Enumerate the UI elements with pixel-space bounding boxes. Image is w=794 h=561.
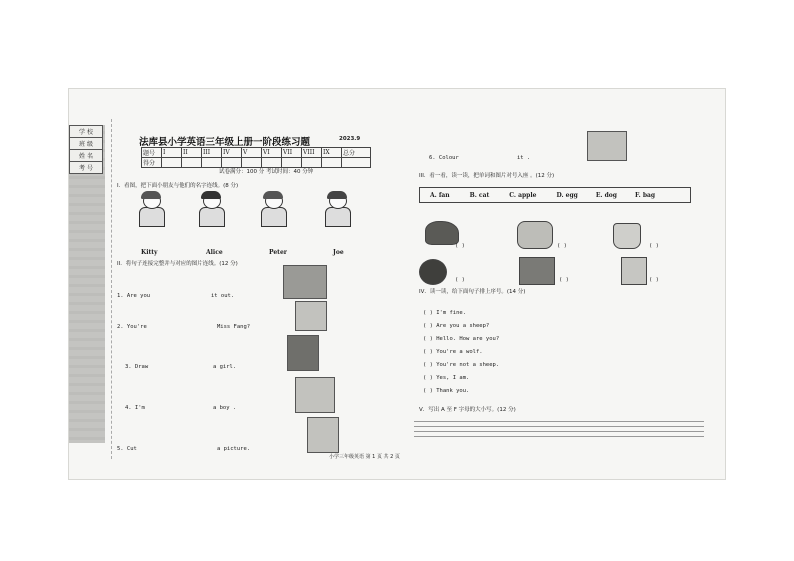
picture-bag (613, 223, 641, 249)
picture-girl-drawing (295, 301, 327, 331)
writing-line (414, 436, 704, 437)
info-name: 姓 名 (70, 150, 103, 162)
score-table (141, 147, 371, 168)
sentence-right-6: it . (517, 155, 531, 161)
section3-heading: III．看一看，读一读，把单词和图片对号入座 。(12 分) (419, 173, 555, 179)
option-fan: A. fan (430, 191, 450, 199)
option-apple: C. apple (509, 191, 537, 199)
child-picture-1 (133, 193, 169, 225)
info-class: 班 级 (70, 138, 103, 150)
exam-info: 试卷满分：100 分 考试时间：40 分钟 (219, 169, 314, 175)
exam-paper (68, 88, 726, 480)
order-item-7: ( ) Thank you. (423, 388, 470, 394)
score-header-cell: I (162, 148, 182, 158)
sentence-left-5: 5. Cut (117, 446, 137, 452)
section2-heading: II．将句子连接完整并与对应的图片连线。(12 分) (117, 261, 238, 267)
fold-line (111, 119, 113, 459)
word-options-box (419, 187, 691, 203)
option-bag: F. bag (635, 191, 656, 199)
picture-colour (587, 131, 627, 161)
sentence-right-4: a boy . (213, 405, 237, 411)
picture-colouring (307, 417, 339, 453)
score-header-cell: VII (282, 148, 302, 158)
sentence-right-5: a picture. (217, 446, 251, 452)
writing-line (414, 431, 704, 432)
picture-fan (621, 257, 647, 285)
picture-cutting (283, 265, 327, 299)
info-number: 考 号 (70, 162, 103, 174)
child-picture-4 (319, 193, 355, 225)
order-item-1: ( ) I'm fine. (423, 310, 467, 316)
page-footer: 小学三年级英语 第 1 页 共 2 页 (329, 454, 400, 460)
sentence-right-2: Miss Fang? (217, 324, 251, 330)
answer-blank-fan: ( ) (649, 277, 659, 283)
section4-heading: IV．读一读，给下面句子排上序号。(14 分) (419, 289, 526, 295)
page-title: 法库县小学英语三年级上册一阶段练习题 (139, 137, 311, 148)
sentence-left-1: 1. Are you (117, 293, 151, 299)
answer-blank-cat: ( ) (559, 277, 569, 283)
score-header-cell: III (202, 148, 222, 158)
order-item-4: ( ) You're a wolf. (423, 349, 483, 355)
answer-blank-dog: ( ) (455, 243, 465, 249)
picture-boy (295, 377, 335, 413)
score-header-cell: VIII (302, 148, 322, 158)
order-item-5: ( ) You're not a sheep. (423, 362, 500, 368)
name-kitty: Kitty (141, 249, 158, 256)
answer-blank-egg: ( ) (557, 243, 567, 249)
writing-line (414, 421, 704, 422)
sentence-left-4: 4. I'm (125, 405, 145, 411)
sentence-left-2: 2. You're (117, 324, 147, 330)
score-header-cell: II (182, 148, 202, 158)
picture-cat (519, 257, 555, 285)
answer-blank-apple: ( ) (455, 277, 465, 283)
info-school: 学 校 (70, 126, 103, 138)
child-picture-2 (193, 193, 229, 225)
sentence-left-3: 3. Draw (125, 364, 149, 370)
order-item-2: ( ) Are you a sheep? (423, 323, 490, 329)
picture-teacher (287, 335, 319, 371)
name-peter: Peter (269, 249, 287, 256)
exam-year: 2023.9 (339, 136, 361, 142)
score-header-cell: IV (222, 148, 242, 158)
picture-egg (517, 221, 553, 249)
option-cat: B. cat (469, 191, 490, 199)
student-info-table (69, 125, 103, 174)
writing-line (414, 426, 704, 427)
score-header-cell: V (242, 148, 262, 158)
section5-heading: V．写出 A 至 F 字母的大小写。(12 分) (419, 407, 516, 413)
sentence-left-6: 6. Colour (429, 155, 459, 161)
name-joe: Joe (333, 249, 344, 256)
score-header-cell: VI (262, 148, 282, 158)
order-item-3: ( ) Hello. How are you? (423, 336, 500, 342)
sentence-right-1: it out. (211, 293, 235, 299)
score-header-cell: 总分 (342, 148, 371, 158)
score-header-cell: IX (322, 148, 342, 158)
option-dog: E. dog (595, 191, 617, 199)
score-row-label: 得分 (142, 158, 162, 168)
name-alice: Alice (206, 249, 223, 256)
child-picture-3 (255, 193, 291, 225)
order-item-6: ( ) Yes, I am. (423, 375, 470, 381)
picture-apple (419, 259, 447, 285)
picture-dog (425, 221, 459, 245)
score-header-cell: 题号 (142, 148, 162, 158)
sentence-right-3: a girl. (213, 364, 237, 370)
option-egg: D. egg (556, 191, 578, 199)
section1-heading: I．看图，把下面小朋友与他们的名字连线。(8 分) (117, 183, 239, 189)
answer-blank-bag: ( ) (649, 243, 659, 249)
